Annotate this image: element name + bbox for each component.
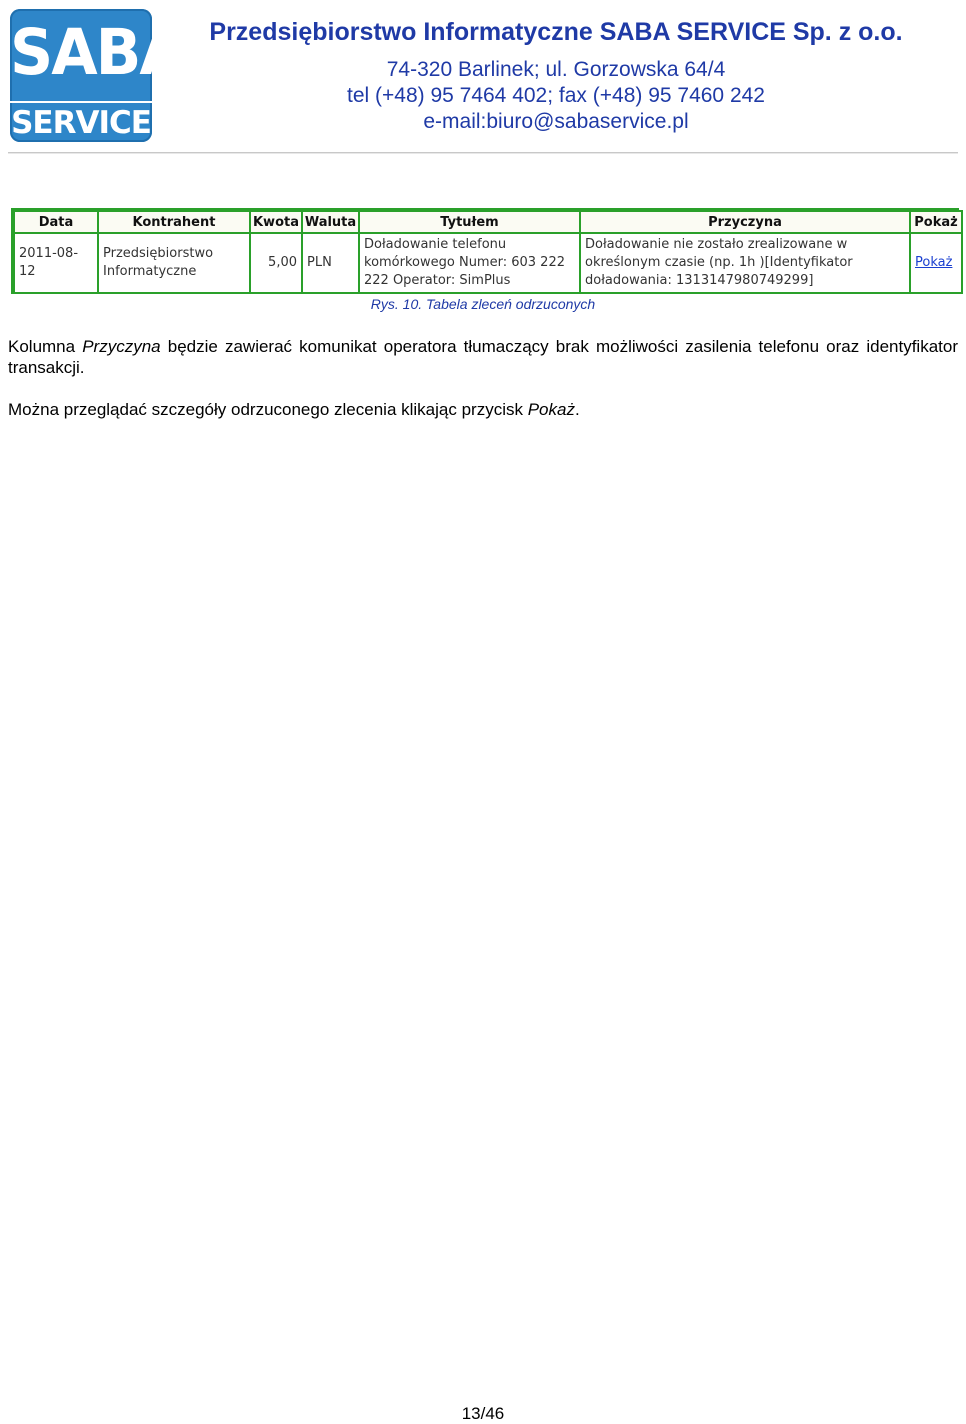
figure-caption: Rys. 10. Tabela zleceń odrzuconych [370,296,596,312]
p1-text-start: Kolumna [8,337,83,356]
col-header-waluta[interactable]: Waluta [302,211,359,233]
pokaz-link[interactable]: Pokaż [910,233,962,293]
page-number: 13/46 [461,1404,505,1423]
p1-text-end: będzie zawierać komunikat operatora tłumaczący brak możliwości zasilenia telefonu oraz identyfikator transakcji. [8,337,958,377]
paragraph-pokaz [8,399,958,420]
company-address: 74-320 Barlinek; ul. Gorzowska 64/4 [386,58,726,81]
col-header-przyczyna[interactable]: Przyczyna [580,211,910,233]
rejected-orders-table [11,208,959,294]
p1-emphasis: Przyczyna [82,337,161,356]
saba-service-logo [10,9,184,142]
cell-kontrahent: Przedsiębiorstwo Informatyczne [98,233,250,293]
header-divider [8,152,958,154]
col-header-data[interactable]: Data [14,211,98,233]
logo-service-text: SERVICE [10,101,152,144]
table-row [14,233,962,293]
col-header-tytulem[interactable]: Tytułem [359,211,580,233]
logo-saba-text: SABA [10,16,184,90]
company-phone-fax: tel (+48) 95 7464 402; fax (+48) 95 7460 242 [347,84,765,107]
col-header-kwota[interactable]: Kwota [250,211,302,233]
col-header-kontrahent[interactable]: Kontrahent [98,211,250,233]
p2-emphasis: Pokaż [527,400,575,419]
cell-data: 2011-08-12 [14,233,98,293]
cell-tytulem: Doładowanie telefonu komórkowego Numer: 603 222 222 Operator: SimPlus [359,233,580,293]
paragraph-przyczyna [8,336,958,378]
cell-przyczyna: Doładowanie nie zostało zrealizowane w określonym czasie (np. 1h )[Identyfikator doładowania: 1313147980749299] [580,233,910,293]
company-name: Przedsiębiorstwo Informatyczne SABA SERVICE Sp. z o.o. [209,18,903,46]
table-header-row [14,211,962,233]
col-header-pokaz[interactable]: Pokaż [910,211,962,233]
cell-kwota: 5,00 [250,233,302,293]
p2-text-end: . [574,400,580,419]
p2-text-start: Można przeglądać szczegóły odrzuconego zlecenia klikając przycisk [8,400,528,419]
company-email: e-mail:biuro@sabaservice.pl [423,110,689,133]
cell-waluta: PLN [302,233,359,293]
